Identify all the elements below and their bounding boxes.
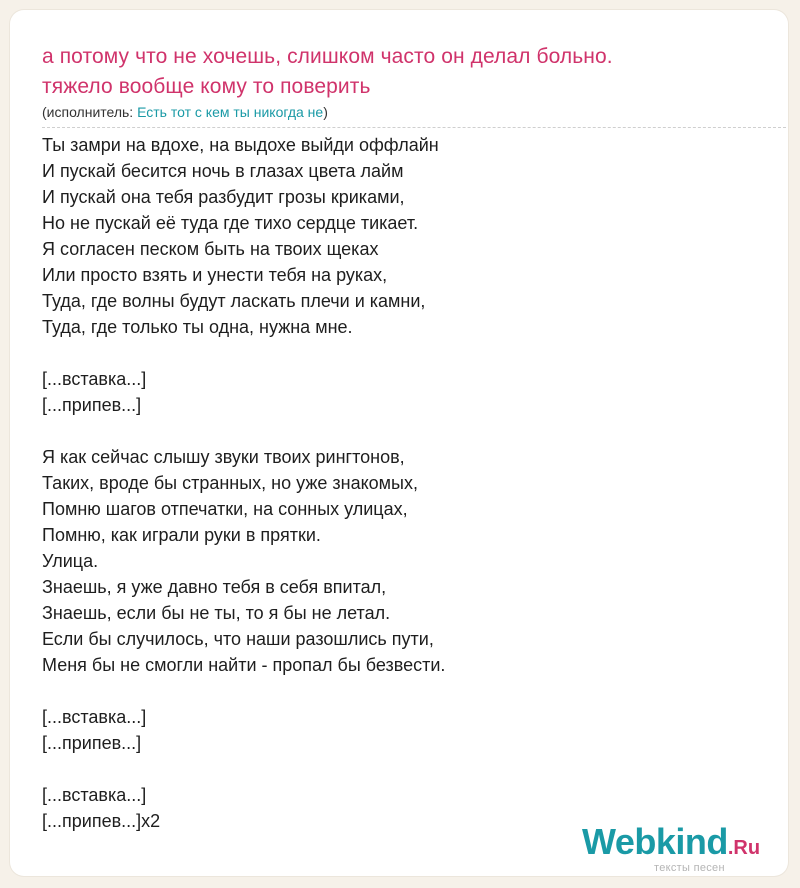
divider: [42, 127, 788, 128]
lyric-blank-line: [42, 418, 762, 444]
lyric-line: Таких, вроде бы странных, но уже знакомых,: [42, 473, 418, 493]
artist-link[interactable]: Есть тот с кем ты никогда не: [137, 104, 324, 120]
lyric-line: Туда, где волны будут ласкать плечи и камни,: [42, 291, 426, 311]
lyric-blank-line: [42, 756, 762, 782]
lyric-line: Я как сейчас слышу звуки твоих рингтонов,: [42, 447, 405, 467]
artist-prefix: (исполнитель:: [42, 104, 138, 120]
site-logo[interactable]: [582, 822, 782, 872]
logo-tagline: тексты песен: [654, 862, 725, 874]
lyric-line: Ты замри на вдохе, на выдохе выйди оффлайн: [42, 135, 439, 155]
lyric-line: Если бы случилось, что наши разошлись пути,: [42, 629, 434, 649]
artist-line: [42, 103, 328, 121]
lyrics-body: [42, 132, 762, 834]
lyric-line: [...припев...]: [42, 395, 142, 415]
lyrics-card: [10, 10, 788, 876]
lyric-line: Помню шагов отпечатки, на сонных улицах,: [42, 499, 408, 519]
lyric-line: Туда, где только ты одна, нужна мне.: [42, 317, 353, 337]
lyric-line: [...вставка...]: [42, 369, 147, 389]
lyric-blank-line: [42, 678, 762, 704]
artist-suffix: ): [323, 104, 328, 120]
lyric-line: Знаешь, если бы не ты, то я бы не летал.: [42, 603, 391, 623]
song-title-line: тяжело вообще кому то поверить: [42, 75, 371, 98]
lyric-line: Помню, как играли руки в прятки.: [42, 525, 321, 545]
logo-word: Webkind: [582, 821, 728, 862]
lyric-line: И пускай бесится ночь в глазах цвета лайм: [42, 161, 404, 181]
lyric-line: Но не пускай её туда где тихо сердце тикает.: [42, 213, 419, 233]
lyric-line: Улица.: [42, 551, 99, 571]
lyric-line: [...припев...]x2: [42, 811, 161, 831]
song-title-line: а потому что не хочешь, слишком часто он делал больно.: [42, 45, 613, 68]
lyric-line: Меня бы не смогли найти - пропал бы безвести.: [42, 655, 446, 675]
lyric-line: Или просто взять и унести тебя на руках,: [42, 265, 388, 285]
song-title: [42, 42, 782, 102]
lyric-line: Знаешь, я уже давно тебя в себя впитал,: [42, 577, 387, 597]
lyric-line: [...вставка...]: [42, 785, 147, 805]
lyric-line: И пускай она тебя разбудит грозы криками,: [42, 187, 405, 207]
lyric-blank-line: [42, 340, 762, 366]
lyric-line: [...припев...]: [42, 733, 142, 753]
lyric-line: Я согласен песком быть на твоих щеках: [42, 239, 379, 259]
logo-suffix: .Ru: [727, 837, 761, 859]
lyric-line: [...вставка...]: [42, 707, 147, 727]
